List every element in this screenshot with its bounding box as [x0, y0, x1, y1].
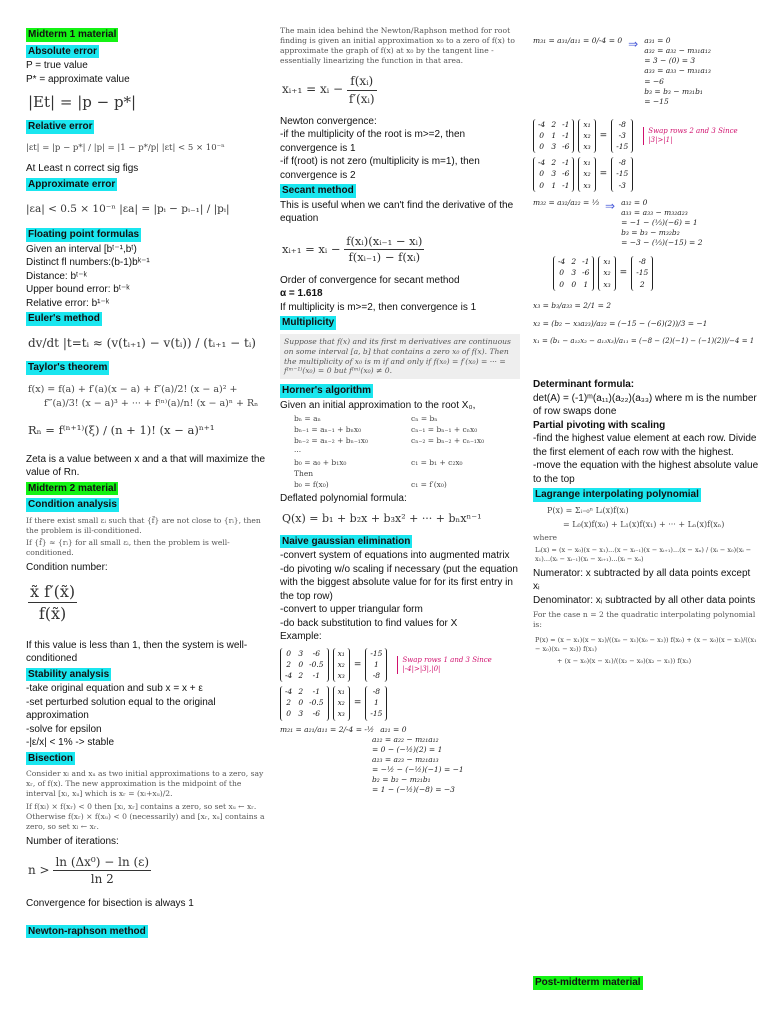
matrix-cell: 0	[298, 698, 304, 708]
matrix-cell: -8	[372, 687, 381, 697]
text-naive-4: -do back substitution to find values for X	[280, 617, 458, 629]
matrix-cell: -1	[582, 257, 590, 267]
eq-condition-number	[28, 581, 266, 625]
eq-lagrange-2: = L₀(x)f(x₀) + L₁(x)f(x₁) + ··· + Lₙ(x)f(xₙ)	[563, 519, 725, 529]
work-m21	[280, 725, 520, 735]
text-horner: Given an initial approximation to the root X₀,	[280, 399, 476, 411]
matrix-cell: x₃	[603, 279, 611, 289]
eq-taylor-1: f(x) = f(a) + f′(a)(x − a) + f″(a)/2! (x − a)² +	[28, 383, 238, 395]
matrix-cell: 3	[571, 268, 577, 278]
text-true-value: P = true value	[26, 60, 88, 71]
eq-nr-numerator: f(xᵢ)	[347, 73, 377, 90]
eq-nr-denominator: f′(xᵢ)	[348, 91, 375, 106]
text-sig-figs: At Least n correct sig figs	[26, 163, 139, 175]
text-approx-value: P* = approximate value	[26, 73, 130, 85]
equals-e: =	[619, 268, 628, 279]
matrix-cell: 2	[551, 119, 557, 129]
matrix-cell: -15	[616, 169, 629, 179]
section-midterm-1: Midterm 1 material	[28, 29, 117, 40]
matrix-cell: -1	[312, 671, 320, 680]
eq-lagrange-1: P(x) = Σᵢ₌₀ⁿ Lᵢ(x)f(xᵢ)	[547, 505, 629, 515]
work-a32-val: = 3 − (0) = 3	[644, 56, 696, 66]
matrix-cell: 1	[551, 131, 557, 140]
matrix-cell: x₂	[583, 131, 591, 140]
vector-x-a	[333, 648, 350, 682]
horner-b-n1: bₙ₋₁ = aₙ₋₁ + bₙx₀	[294, 425, 362, 435]
heading-determinant: Determinant formula:	[533, 379, 635, 391]
matrix-e	[553, 256, 594, 290]
vector-x-c	[578, 119, 595, 153]
work-s2: a₃₃ = a₃₃ − m₃₂a₂₃	[621, 207, 688, 217]
matrix-cell: 0	[298, 659, 304, 669]
text-example: Example:	[280, 631, 322, 643]
matrix-cell: 2	[286, 698, 292, 708]
work-a22-val: = 0 − (−½)(2) = 1	[372, 744, 443, 754]
section-midterm-2: Midterm 2 material	[28, 482, 117, 494]
matrix-cell: -3	[618, 131, 626, 140]
text-pp-1: -find the highest value element at each row. Divide the first element of each row with the highest.	[533, 433, 757, 458]
eq-lagrange-quadratic-1: P(x) = (x − x₁)(x − x₂)/((x₀ − x₁)(x₀ − x₂)) f(x₀) + (x − x₀)(x − x₂)/((x₁ − x₀)(x₁ − x₂)) f(x₁)	[535, 636, 757, 653]
work-row3b	[621, 198, 702, 249]
eq-secant	[282, 234, 520, 266]
eq-absolute-error: |Et| = |p − p*|	[28, 93, 137, 111]
text-lagrange-numerator: Numerator: x subtracted by all data points except xᵢ	[533, 567, 751, 593]
work-s5: = −3 − (⅓)(−15) = 2	[621, 238, 703, 248]
matrix-cell: -15	[370, 648, 383, 658]
matrix-cell: 2	[551, 158, 557, 168]
text-secant-multiplicity: If multiplicity is m>=2, then convergence is 1	[280, 301, 477, 313]
work-x3: x₃ = b₃/a₃₃ = 2/1 = 2	[533, 300, 612, 310]
matrix-cell: x₃	[337, 709, 345, 719]
matrix-cell: -6	[312, 648, 320, 658]
eq-iterations-numerator: ln (Δx⁰) − ln (ε)	[53, 854, 151, 871]
eq-approximate-error: |εa| < 0.5 × 10⁻ⁿ |εa| = |pᵢ − pᵢ₋₁| / |pᵢ|	[26, 203, 230, 216]
matrix-cell: 2	[298, 671, 304, 680]
matrix-cell: -1	[312, 687, 320, 697]
text-pp-2: -move the equation with the highest absolute value to the top	[533, 460, 759, 485]
work-b3-val: = −15	[644, 96, 669, 106]
work-a23-val: = −½ − (−½)(−1) = −1	[372, 765, 464, 774]
matrix-cell: -8	[372, 671, 381, 680]
matrix-cell: 2	[286, 659, 292, 669]
text-iterations: Number of iterations:	[26, 835, 119, 847]
matrix-cell: -6	[562, 142, 570, 152]
matrix-b	[280, 686, 329, 720]
text-condition-result: If this value is less than 1, then the system is well-conditioned	[26, 639, 248, 665]
text-stability-1: -take original equation and sub x = x + ε	[26, 683, 203, 695]
matrix-cell: x₂	[603, 268, 611, 278]
matrix-cell: -6	[562, 169, 570, 179]
matrix-cell: x₂	[583, 169, 591, 179]
quote-ill-conditioned: If there exist small εᵢ such that {f̃} are not close to {rᵢ}, then the problem is ill-conditioned.	[26, 515, 261, 535]
text-condition-number: Condition number:	[26, 562, 108, 574]
work-s3: = −1 − (⅓)(−6) = 1	[621, 217, 698, 227]
text-naive-1: -convert system of equations into augmented matrix	[280, 550, 510, 562]
matrix-cell: 1	[551, 180, 557, 190]
work-a22: a₂₂ = a₂₂ − m₂₁a₁₂	[372, 734, 439, 744]
vector-x-b	[333, 686, 350, 720]
matrix-system-e	[533, 256, 759, 290]
matrix-cell: 1	[374, 659, 379, 669]
matrix-cell: x₁	[583, 119, 591, 129]
matrix-cell: -4	[538, 119, 546, 129]
text-determinant: det(A) = (-1)ᵐ(a₁₁)(a₂₂)(a₃₃) where m is the number of row swaps done	[533, 392, 757, 418]
eq-condition-denominator: f(x̃)	[38, 604, 67, 624]
text-bisection-convergence: Convergence for bisection is always 1	[26, 898, 194, 910]
work-m32-formula: m₃₂ = a₃₂/a₂₂ = ⅓	[533, 197, 599, 207]
text-float-3: Distance: bᵗ⁻ᵏ	[26, 270, 87, 282]
matrix-cell: -6	[312, 709, 320, 719]
text-lagrange-denominator: Denominator: xᵢ subtracted by all other data points	[533, 594, 756, 606]
matrix-cell: 3	[551, 169, 557, 179]
eq-taylor-2: f‴(a)/3! (x − a)³ + ··· + f⁽ⁿ⁾(a)/n! (x − a)ⁿ + Rₙ	[44, 398, 259, 410]
matrix-cell: -1	[562, 119, 570, 129]
horner-c-n2: cₙ₋₂ = bₙ₋₂ + cₙ₋₁x₀	[411, 436, 485, 446]
matrix-cell: -0.5	[309, 659, 324, 669]
text-stability-3: -solve for epsilon	[26, 723, 102, 735]
matrix-cell: 3	[298, 709, 304, 719]
matrix-cell: -15	[636, 268, 649, 278]
work-m21-result: a₂₁ = 0	[380, 724, 407, 734]
matrix-cell: -15	[370, 709, 383, 719]
text-naive-2: -do pivoting w/o scaling if necessary (put the equation with the biggest absolute value for for its first entry in the top row)	[280, 563, 518, 602]
equals-c: =	[599, 130, 608, 141]
text-float-1: Given an interval [bᵗ⁻¹,bᵗ)	[26, 243, 137, 255]
heading-stability-analysis: Stability analysis	[28, 668, 110, 680]
vector-b-c	[611, 119, 633, 153]
matrix-cell: 0	[539, 169, 545, 179]
matrix-cell: 2	[571, 257, 577, 267]
matrix-cell: x₂	[337, 659, 345, 669]
matrix-cell: -6	[582, 268, 590, 278]
heading-absolute-error: Absolute error	[28, 45, 97, 57]
text-lagrange-where: where	[533, 533, 558, 543]
horner-recurrences	[280, 414, 520, 490]
text-lagrange-case: For the case n = 2 the quadratic interpolating polynomial is:	[533, 610, 756, 630]
text-secant: This is useful when we can't find the derivative of the equation	[280, 199, 514, 225]
work-a31: a₃₁ = 0	[644, 36, 671, 45]
matrix-cell: 3	[551, 142, 557, 152]
column-3	[533, 36, 759, 668]
eq-euler: dv/dt |t=tᵢ ≈ (v(tᵢ₊₁) − v(tᵢ)) / (tᵢ₊₁ − tᵢ)	[28, 335, 256, 350]
heading-condition-analysis: Condition analysis	[28, 499, 117, 511]
text-float-4: Upper bound error: bᵗ⁻ᵏ	[26, 284, 130, 296]
matrix-cell: -1	[562, 131, 570, 140]
work-m21-formula: m₂₁ = a₂₁/a₁₁ = 2/-4 = -½	[280, 724, 375, 734]
horner-then: Then	[294, 468, 314, 478]
text-newton-conv-1: -if the multiplicity of the root is m>=2, then convergence is 1	[280, 129, 466, 154]
equals-a: =	[353, 659, 362, 670]
vector-x-d	[578, 157, 595, 191]
eq-taylor-remainder: Rₙ = f⁽ⁿ⁺¹⁾(ξ) / (n + 1)! (x − a)ⁿ⁺¹	[28, 423, 215, 438]
matrix-cell: 0	[539, 131, 545, 140]
quote-multiplicity: Suppose that f(x) and its first m derivatives are continuous on some interval [a, b] that contains a zero x₀ of f(x). Then the multiplicity of x₀ is m if and only if f(x₀) = f′(x₀) = ··· = f⁽ᵐ⁻¹⁾(x₀) = 0 but f⁽ᵐ⁾(x₀) ≠ 0.	[280, 334, 520, 379]
eq-deflated: Q(x) = b₁ + b₂x + b₃x² + ··· + bₙxⁿ⁻¹	[282, 511, 482, 525]
horner-c-1: c₁ = b₁ + c₂x₀	[411, 457, 463, 467]
text-newton-conv-2: -if f(root) is not zero (multiplicity is m=1), then convergence is 2	[280, 156, 480, 181]
eq-secant-denominator: f(xᵢ₋₁) − f(xᵢ)	[348, 250, 421, 265]
work-s1: a₃₂ = 0	[621, 197, 648, 207]
matrix-cell: 0	[286, 648, 292, 658]
work-b3: b₃ = b₃ − m₃₁b₁	[644, 86, 703, 96]
matrix-cell: -4	[558, 257, 566, 267]
equals-b: =	[353, 698, 362, 709]
horner-b-0: b₀ = a₀ + b₁x₀	[294, 457, 347, 467]
matrix-cell: -1	[562, 158, 570, 168]
text-zeta: Zeta is a value between x and a that will maximize the value of Rn.	[26, 453, 266, 479]
matrix-system-d	[533, 157, 759, 191]
heading-naive-gaussian: Naive gaussian elimination	[282, 535, 411, 547]
horner-c-n1: cₙ₋₁ = bₙ₋₁ + cₙx₀	[411, 425, 478, 435]
matrix-cell: 0	[559, 268, 565, 278]
vector-b-b	[365, 686, 387, 720]
matrix-cell: -4	[538, 158, 546, 168]
eq-relative-error: |εt| = |p − p*| / |p| = |1 − p*/p| |εt| < 5 × 10⁻ⁿ	[26, 142, 225, 153]
eq-nr-lhs: xᵢ₊₁ = xᵢ −	[282, 82, 344, 97]
matrix-cell: x₃	[583, 142, 591, 152]
work-x1: x₁ = (b₁ − a₁₂x₂ − a₁₃x₃)/a₁₁ = (−8 − (2)(−1) − (−1)(2))/−4 = 1	[533, 336, 755, 345]
horner-c-n: cₙ = bₙ	[411, 414, 438, 424]
matrix-cell: x₃	[583, 180, 591, 190]
matrix-system-a	[280, 648, 520, 682]
heading-taylor: Taylor's theorem	[28, 362, 108, 374]
eq-secant-lhs: xᵢ₊₁ = xᵢ −	[282, 241, 341, 256]
heading-euler: Euler's method	[28, 313, 100, 325]
heading-relative-error: Relative error	[28, 121, 93, 133]
matrix-cell: x₁	[337, 648, 345, 658]
work-m31	[533, 36, 759, 107]
vector-b-e	[631, 256, 653, 290]
quote-bisection-1: Consider xₗ and xᵤ as two initial approximations to a zero, say xᵣ, of f(x). The new approximation is the midpoint of the interval [xₗ, xᵤ] which is xᵣ = (xₗ+xᵤ)/2.	[26, 769, 264, 799]
vector-x-e	[598, 256, 615, 290]
matrix-cell: x₁	[583, 158, 591, 168]
matrix-cell: -1	[562, 180, 570, 190]
heading-lagrange: Lagrange interpolating polynomial	[535, 489, 699, 501]
eq-secant-numerator: f(xᵢ)(xᵢ₋₁ − xᵢ)	[344, 234, 424, 251]
work-a33-val: = −6	[644, 76, 664, 86]
work-m31-formula: m₃₁ = a₃₁/a₁₁ = 0/-4 = 0	[533, 36, 623, 45]
text-newton-convergence: Newton convergence:	[280, 115, 377, 127]
matrix-cell: -8	[638, 257, 646, 267]
arrow-icon: ⇒	[628, 37, 639, 51]
matrix-system-c	[533, 119, 759, 153]
horner-b0-f: b₀ = f(x₀)	[294, 479, 329, 489]
work-m32	[533, 198, 759, 249]
horner-b-n2: bₙ₋₂ = aₙ₋₂ + bₙ₋₁x₀	[294, 436, 369, 446]
quote-newton-raphson: The main idea behind the Newton/Raphson method for root finding is given an initial approximation x₀ to a zero of f(x) to approximate the graph of f(x) at x₀ by the tangent line - essentially linearizing the function in that area.	[280, 26, 515, 65]
text-deflated: Deflated polynomial formula:	[280, 493, 407, 505]
matrix-cell: 3	[298, 648, 304, 658]
text-float-5: Relative error: b¹⁻ᵏ	[26, 297, 110, 309]
matrix-cell: x₂	[337, 698, 345, 708]
section-post-midterm: Post-midterm material	[535, 977, 641, 988]
work-a32: a₃₂ = a₃₂ − m₃₁a₁₂	[644, 46, 711, 56]
matrix-system-b	[280, 686, 520, 720]
matrix-cell: 0	[571, 279, 577, 289]
note-swap-2-3: Swap rows 2 and 3 Since |3|>|1|	[643, 127, 759, 145]
work-a33: a₃₃ = a₃₃ − m₃₁a₁₃	[644, 66, 711, 76]
horner-b-n: bₙ = aₙ	[294, 414, 321, 424]
heading-horner: Horner's algorithm	[282, 385, 372, 397]
text-secant-alpha: α = 1.618	[280, 288, 323, 300]
eq-condition-numerator: x̃ f′(x̃)	[28, 581, 77, 604]
matrix-c	[533, 119, 574, 153]
heading-newton-raphson: Newton-raphson method	[28, 925, 146, 937]
work-a23: a₂₃ = a₂₃ − m₂₁a₁₃	[372, 754, 439, 764]
text-stability-4: -|ε/x| < 1% -> stable	[26, 737, 115, 749]
heading-bisection: Bisection	[28, 752, 74, 764]
eq-lagrange-basis: Lᵢ(x) = (x − x₀)(x − x₁)...(x − xᵢ₋₁)(x − xᵢ₊₁)...(x − xₙ) / (xᵢ − x₀)(xᵢ − x₁)...(xᵢ − xᵢ₋₁)(xᵢ − xᵢ₊₁)...(xᵢ − xₙ)	[535, 546, 752, 564]
matrix-cell: 0	[559, 279, 565, 289]
matrix-cell: -0.5	[309, 698, 324, 708]
matrix-cell: 2	[298, 687, 304, 697]
eq-lagrange-quadratic-2: + (x − x₀)(x − x₁)/((x₂ − x₀)(x₂ − x₁)) f(x₂)	[557, 656, 692, 665]
column-1	[26, 26, 266, 939]
column-2	[280, 26, 520, 795]
matrix-cell: -4	[285, 671, 293, 680]
work-b2-val: = 1 − (−½)(−8) = −3	[372, 785, 455, 795]
eq-newton-raphson	[282, 73, 520, 106]
matrix-cell: 0	[286, 709, 292, 719]
matrix-cell: x₁	[337, 687, 345, 697]
matrix-d	[533, 157, 574, 191]
quote-well-conditioned: If {f̃} ≈ {rᵢ} for all small εᵢ, then the problem is well-conditioned.	[26, 538, 230, 558]
work-row2	[280, 735, 520, 796]
horner-blank	[411, 447, 520, 458]
work-b2: b₂ = b₂ − m₂₁b₁	[372, 775, 431, 785]
heading-multiplicity: Multiplicity	[282, 317, 335, 329]
matrix-cell: 2	[639, 279, 645, 289]
matrix-cell: -3	[618, 180, 626, 190]
quote-bisection-2: If f(xₗ) × f(xᵣ) < 0 then [xₗ, xᵣ] contains a zero, so set xᵤ ← xᵣ. Otherwise f(xᵣ) × f(xᵤ) < 0 (necessarily) and [xᵣ, xᵤ] contains a zero, so set xₗ ← xᵣ.	[26, 801, 265, 831]
matrix-cell: 1	[583, 279, 589, 289]
text-stability-2: -set perturbed solution equal to the original approximation	[26, 696, 216, 722]
matrix-cell: 0	[539, 142, 545, 152]
matrix-a	[280, 648, 329, 682]
note-swap-1-3: Swap rows 1 and 3 Since |-4|>|3|,|0|	[397, 656, 520, 674]
text-float-2: Distinct fl numbers:(b-1)bᵏ⁻¹	[26, 257, 150, 269]
heading-partial-pivoting: Partial pivoting with scaling	[533, 419, 666, 431]
eq-iterations	[28, 854, 266, 887]
work-row3	[644, 36, 711, 107]
horner-dots: ···	[294, 446, 302, 456]
equals-d: =	[599, 169, 608, 180]
heading-secant: Secant method	[282, 185, 354, 197]
text-naive-3: -convert to upper triangular form	[280, 604, 423, 616]
eq-iterations-lhs: n >	[28, 863, 50, 878]
matrix-cell: 1	[374, 698, 379, 708]
matrix-cell: -8	[618, 158, 626, 168]
vector-b-d	[611, 157, 633, 191]
vector-b-a	[365, 648, 387, 682]
text-secant-order: Order of convergence for secant method	[280, 274, 460, 286]
horner-c1-fprime: c₁ = f′(x₀)	[411, 479, 447, 489]
work-x2: x₂ = (b₂ − x₃a₂₃)/a₂₂ = (−15 − (−6)(2))/3 = −1	[533, 318, 708, 328]
work-s4: b₃ = b₃ − m₃₂b₂	[621, 228, 680, 237]
heading-floating-point: Floating point formulas	[28, 229, 140, 241]
arrow-icon-2: ⇒	[605, 198, 616, 213]
matrix-cell: x₃	[337, 671, 345, 680]
matrix-cell: -8	[618, 119, 626, 129]
matrix-cell: x₁	[603, 257, 611, 267]
matrix-cell: 0	[539, 180, 545, 190]
matrix-cell: -15	[616, 142, 629, 152]
matrix-cell: -4	[285, 687, 293, 697]
heading-approximate-error: Approximate error	[28, 178, 116, 190]
eq-iterations-denominator: ln 2	[90, 872, 114, 887]
